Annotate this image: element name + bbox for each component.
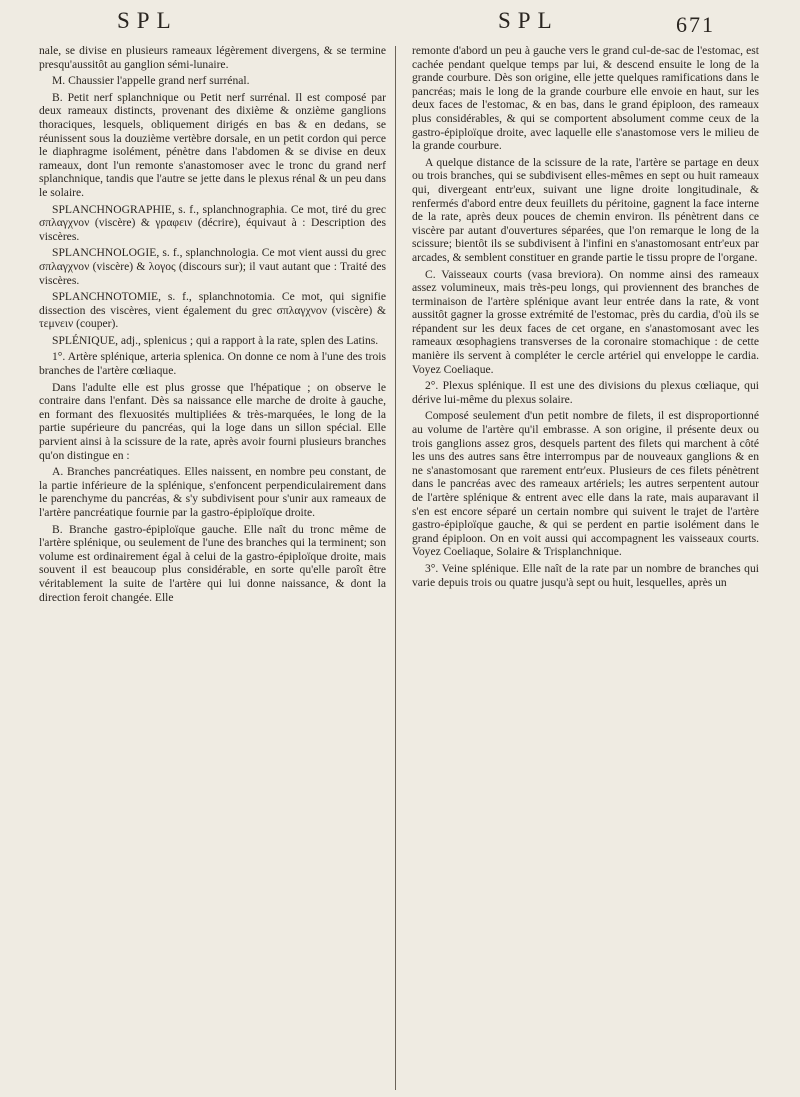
paragraph: C. Vaisseaux courts (vasa breviora). On nomme ainsi des rameaux assez volumineux, mais très-peu longs, qui proviennent des branches de terminaison de l'artère splénique avant leur entrée dans la rate, & vont aussitôt gagner la grosse extrémité de l'estomac, près du cardia, d'où ils se répandent sur les deux faces de cet organe, en s'anastomosant avec les rameaux œsophagiens transverses de la coronaire stomachique : de cette manière ils servent à compléter le cercle artériel qui enveloppe le cardia. Voyez Coeliaque. xyxy=(412,267,759,376)
paragraph: SPLANCHNOGRAPHIE, s. f., splanchnographia. Ce mot, tiré du grec σπλαγχνον (viscère) & γραφειν (décrire), équivaut à : Description des viscères. xyxy=(39,202,386,243)
paragraph: M. Chaussier l'appelle grand nerf surrénal. xyxy=(52,74,250,88)
page-number: 671 xyxy=(676,12,715,37)
paragraph: 2°. Plexus splénique. Il est une des divisions du plexus cœliaque, qui dérive lui-même du plexus solaire. xyxy=(412,379,759,406)
running-head-right: SPL xyxy=(498,8,559,33)
paragraph: B. Petit nerf splanchnique ou Petit nerf surrénal. Il est composé par deux rameaux distincts, provenant des dixième & onzième ganglions thoraciques, lesquels, obliquement dirigés en bas & en dedans, se réunissent sous la douzième vertèbre dorsale, en un petit cordon qui perce le diaphragme isolément, pénètre dans l'abdomen & se divise en deux rameaux, dont l'un remonte s'anastomoser avec le tronc du grand nerf splanchnique, tandis que l'autre se jette dans le plexus rénal & un peu dans le solaire. xyxy=(39,90,386,199)
left-column xyxy=(39,44,386,607)
running-head xyxy=(0,8,800,38)
paragraph: 1°. Artère splénique, arteria splenica. On donne ce nom à l'une des trois branches de l'artère cœliaque. xyxy=(39,350,386,378)
paragraph: remonte d'abord un peu à gauche vers le grand cul-de-sac de l'estomac, est cachée pendant quelque temps par lui, & descend ensuite le long de la grande courbure. Dès son origine, elle jette quelques ramifications dans le pancréas; mais le long de la grande courbure elle envoie en haut, sur les deux faces de l'estomac, & en bas, dans le grand épiploon, des rameaux plus considérables, & qui se comportent absolument comme ceux de la gastro-épiploïque droite, avec laquelle elle s'anastomose vers le milieu de la grande courbure. xyxy=(412,44,759,153)
paragraph: Dans l'adulte elle est plus grosse que l'hépatique ; on observe le contraire dans l'enfant. Dès sa naissance elle marche de droite à gauche, en formant des flexuosités multipliées & très-marquées, le long de la partie supérieure du pancréas, qui la loge dans un sillon spécial. Elle parvient ainsi à la scissure de la rate, après avoir fourni plusieurs branches qu'on distingue en : xyxy=(39,380,386,462)
paragraph: nale, se divise en plusieurs rameaux légèrement divergens, & se termine presqu'aussitôt au ganglion sémi-lunaire. xyxy=(39,44,386,71)
paragraph: A. Branches pancréatiques. Elles naissent, en nombre peu constant, de la partie inférieure de la splénique, s'enfoncent perpendiculairement dans le parenchyme du pancréas, & s'y subdivisent pour s'unir aux rameaux de l'artère pancréatique fournie par la gastro-épiploïque droite. xyxy=(39,465,386,519)
column-rule xyxy=(395,46,396,1090)
right-column xyxy=(412,44,759,592)
paragraph: SPLANCHNOLOGIE, s. f., splanchnologia. Ce mot vient aussi du grec σπλαγχνον (viscère) & λογος (discours sur); il vaut autant que : Traité des viscères. xyxy=(39,246,386,287)
paragraph: A quelque distance de la scissure de la rate, l'artère se partage en deux ou trois branches, qui se subdivisent elles-mêmes en sept ou huit rameaux qui, divergeant entr'eux, suivant une ligne droite longitudinale, & renfermés d'abord entre deux feuillets du péritoine, gagnent la face interne de la rate, après deux pouces de chemin environ. Ils pénètrent dans ce viscère par autant d'ouvertures séparées, que l'on remarque le long de la scissure; bientôt ils se subdivisent à l'infini en s'anastomosant entr'eux par arcades, & semblent constituer en grande partie le tissu propre de l'organe. xyxy=(412,155,759,264)
paragraph: SPLÉNIQUE, adj., splenicus ; qui a rapport à la rate, splen des Latins. xyxy=(52,333,379,347)
paragraph: SPLANCHNOTOMIE, s. f., splanchnotomia. Ce mot, qui signifie dissection des viscères, vient également du grec σπλαγχνον (viscère) & τεμνειν (couper). xyxy=(39,290,386,331)
paragraph: 3°. Veine splénique. Elle naît de la rate par un nombre de branches qui varie depuis trois ou quatre jusqu'à sept ou huit, lesquelles, après un xyxy=(412,561,759,589)
paragraph: Composé seulement d'un petit nombre de filets, il est disproportionné au volume de l'artère qu'il embrasse. A son origine, il présente deux ou trois ganglions assez gros, desquels partent des filets qui marchent à côté les uns des autres sans être interrompus par de nouveaux ganglions & en ne s'anastomosant que rarement entr'eux. Plusieurs de ces filets pénètrent dans le pancréas avec des rameaux artériels; les autres serpentent autour de l'artère splénique & entrent avec elle dans la rate, mais auparavant il s'en est encore séparé un certain nombre qui suivent le trajet de l'artère gastro-épiploïque gauche, & qui se perdent en partie isolément dans le grand épiploon. On en voit aussi qui accompagnent les vaisseaux courts. Voyez Coeliaque, Solaire & Trisplanchnique. xyxy=(412,409,759,559)
running-head-left: SPL xyxy=(117,8,178,33)
paragraph: B. Branche gastro-épiploïque gauche. Elle naît du tronc même de l'artère splénique, ou seulement de l'une des branches qui la terminent; son volume est ordinairement égal à celui de la gastro-épiploïque droite, mais souvent il est beaucoup plus considérable, en sorte qu'elle paroît être véritablement la suite de l'artère qui lui donne naissance, & dont la direction feroit changée. Elle xyxy=(39,522,386,604)
